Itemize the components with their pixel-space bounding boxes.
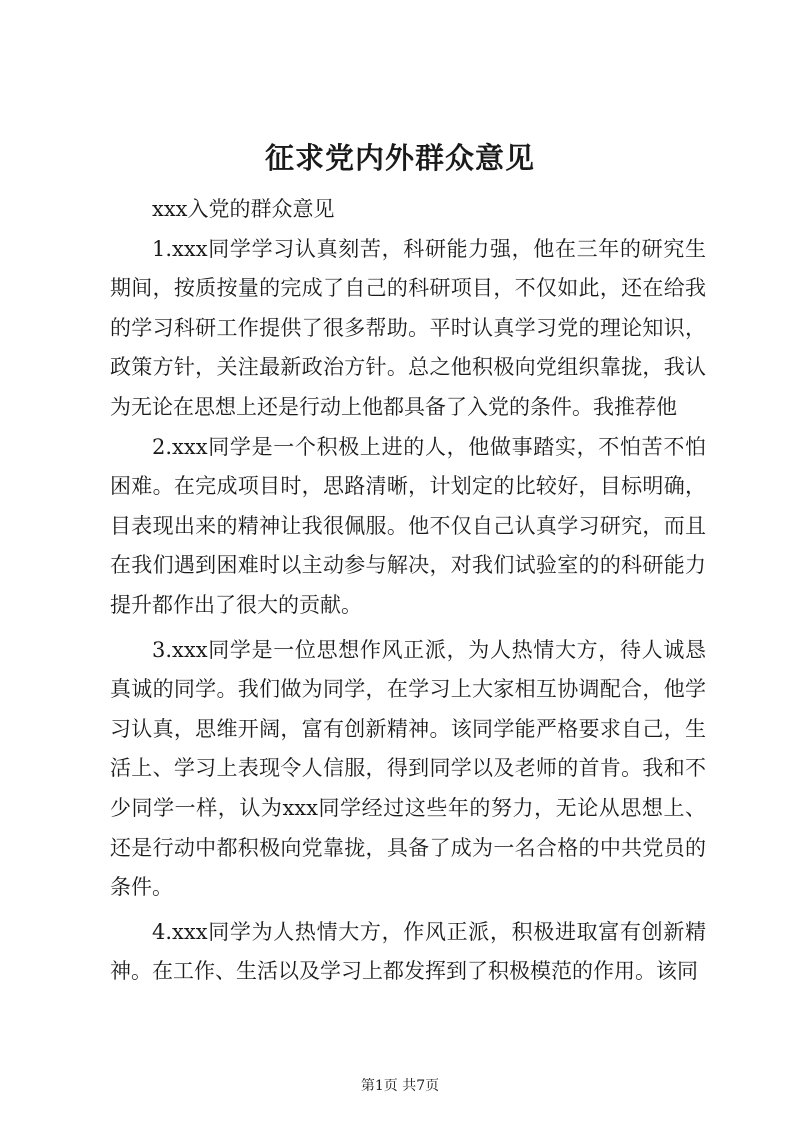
opinion-paragraph-2: 2.xxx同学是一个积极上进的人，他做事踏实，不怕苦不怕困难。在完成项目时，思路清晰，计划定的比较好，目标明确，目表现出来的精神让我很佩服。他不仅自己认真学习研究，而且在我们遇到困难时以主动参与解决，对我们试验室的的科研能力提升都作出了很大的贡献。 bbox=[110, 434, 706, 617]
opinion-paragraph-3: 3.xxx同学是一位思想作风正派，为人热情大方，待人诚恳真诚的同学。我们做为同学，在学习上大家相互协调配合，他学习认真，思维开阔，富有创新精神。该同学能严格要求自己，生活上、学习上表现令人信服，得到同学以及老师的首肯。我和不少同学一样，认为xxx同学经过这些年的努力，无论从思想上、还是行动中都积极向党靠拢，具备了成为一名合格的中共党员的条件。 bbox=[110, 637, 706, 900]
page-number-footer: 第1页 共7页 bbox=[360, 1078, 440, 1094]
opinion-paragraph-4: 4.xxx同学为人热情大方，作风正派，积极进取富有创新精神。在工作、生活以及学习上都发挥到了积极模范的作用。该同 bbox=[110, 919, 706, 984]
subtitle-paragraph: xxx入党的群众意见 bbox=[152, 197, 335, 221]
page-title: 征求党内外群众意见 bbox=[264, 141, 535, 175]
opinion-paragraph-1: 1.xxx同学学习认真刻苦，科研能力强，他在三年的研究生期间，按质按量的完成了自己的科研项目，不仅如此，还在给我的学习科研工作提供了很多帮助。平时认真学习党的理论知识，政策方针，关注最新政治方针。总之他积极向党组织靠拢，我认为无论在思想上还是行动上他都具备了入党的条件。我推荐他 bbox=[110, 236, 706, 419]
document-body bbox=[110, 190, 706, 992]
